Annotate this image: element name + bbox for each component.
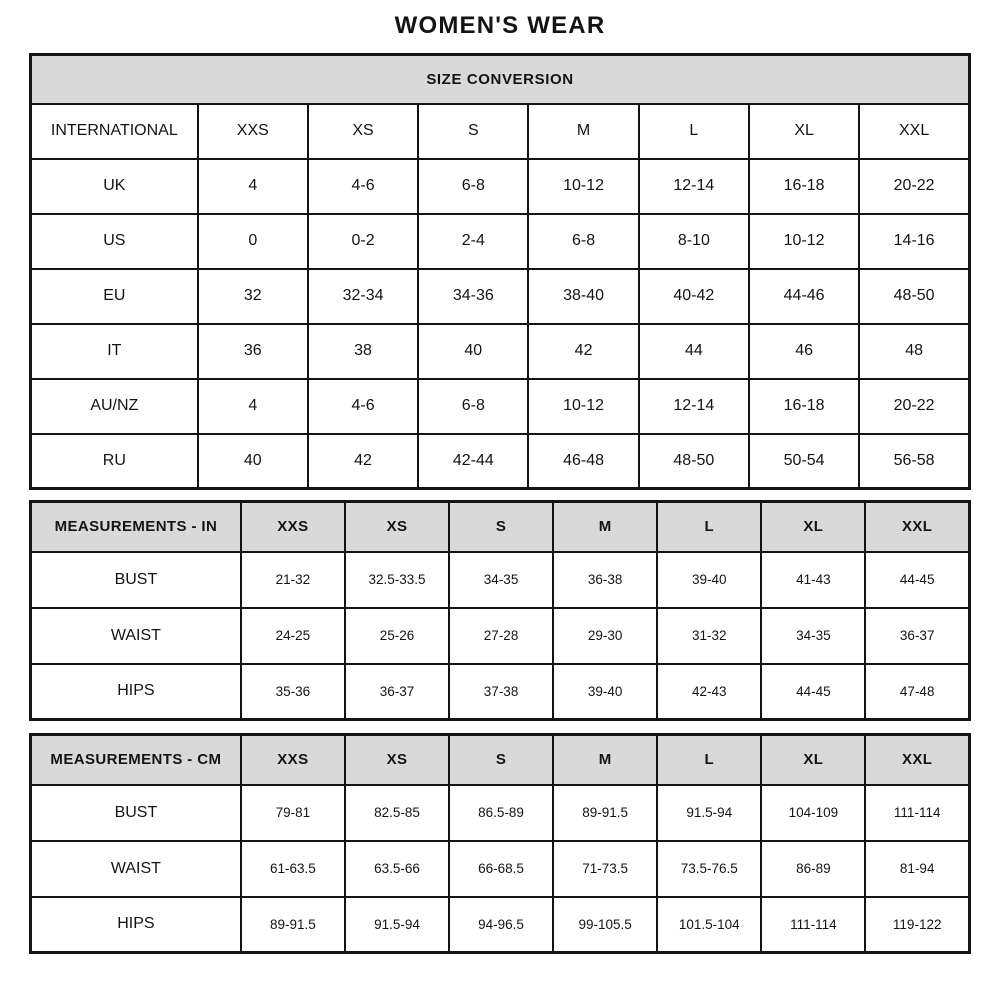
value-cell: 34-36 bbox=[418, 269, 528, 324]
measurements_cm-row bbox=[31, 841, 970, 897]
page-title: WOMEN'S WEAR bbox=[394, 12, 606, 39]
size_conversion-header-row bbox=[31, 104, 970, 159]
value-cell: 12-14 bbox=[639, 159, 749, 214]
value-cell: 20-22 bbox=[859, 379, 969, 434]
value-cell: 101.5-104 bbox=[657, 897, 761, 953]
value-cell: 34-35 bbox=[761, 608, 865, 664]
size-column-header: XXL bbox=[859, 104, 969, 159]
size-column-header: XXS bbox=[241, 502, 345, 552]
value-cell: 6-8 bbox=[418, 159, 528, 214]
value-cell: 44-45 bbox=[761, 664, 865, 720]
value-cell: 89-91.5 bbox=[553, 785, 657, 841]
value-cell: 44-45 bbox=[865, 552, 969, 608]
measurements_cm-row bbox=[31, 785, 970, 841]
value-cell: 20-22 bbox=[859, 159, 969, 214]
value-cell: 44-46 bbox=[749, 269, 859, 324]
value-cell: 36-38 bbox=[553, 552, 657, 608]
value-cell: 31-32 bbox=[657, 608, 761, 664]
value-cell: 91.5-94 bbox=[657, 785, 761, 841]
value-cell: 21-32 bbox=[241, 552, 345, 608]
value-cell: 42 bbox=[528, 324, 638, 379]
row-label: HIPS bbox=[31, 664, 241, 720]
measurements_in-corner-label: MEASUREMENTS - IN bbox=[31, 502, 241, 552]
measurements_cm-corner-label: MEASUREMENTS - CM bbox=[31, 735, 241, 785]
value-cell: 2-4 bbox=[418, 214, 528, 269]
value-cell: 24-25 bbox=[241, 608, 345, 664]
value-cell: 111-114 bbox=[761, 897, 865, 953]
measurements-cm-body bbox=[31, 735, 970, 953]
measurements-in-table bbox=[29, 500, 971, 721]
row-label: UK bbox=[31, 159, 198, 214]
row-label: WAIST bbox=[31, 841, 241, 897]
value-cell: 73.5-76.5 bbox=[657, 841, 761, 897]
value-cell: 25-26 bbox=[345, 608, 449, 664]
row-label: US bbox=[31, 214, 198, 269]
value-cell: 91.5-94 bbox=[345, 897, 449, 953]
size-column-header: S bbox=[449, 502, 553, 552]
value-cell: 6-8 bbox=[418, 379, 528, 434]
size-column-header: XL bbox=[761, 735, 865, 785]
value-cell: 37-38 bbox=[449, 664, 553, 720]
size_conversion-row bbox=[31, 379, 970, 434]
value-cell: 36 bbox=[198, 324, 308, 379]
value-cell: 0-2 bbox=[308, 214, 418, 269]
value-cell: 41-43 bbox=[761, 552, 865, 608]
size-conversion-table bbox=[29, 53, 971, 490]
value-cell: 40 bbox=[198, 434, 308, 489]
value-cell: 16-18 bbox=[749, 379, 859, 434]
value-cell: 36-37 bbox=[345, 664, 449, 720]
value-cell: 111-114 bbox=[865, 785, 969, 841]
value-cell: 56-58 bbox=[859, 434, 969, 489]
value-cell: 71-73.5 bbox=[553, 841, 657, 897]
value-cell: 8-10 bbox=[639, 214, 749, 269]
value-cell: 38-40 bbox=[528, 269, 638, 324]
value-cell: 119-122 bbox=[865, 897, 969, 953]
value-cell: 79-81 bbox=[241, 785, 345, 841]
value-cell: 32 bbox=[198, 269, 308, 324]
size-column-header: L bbox=[657, 735, 761, 785]
size_conversion-row bbox=[31, 434, 970, 489]
row-label: HIPS bbox=[31, 897, 241, 953]
size-conversion-banner-row bbox=[31, 55, 970, 104]
size-column-header: XS bbox=[345, 502, 449, 552]
value-cell: 4 bbox=[198, 159, 308, 214]
value-cell: 4 bbox=[198, 379, 308, 434]
value-cell: 42-43 bbox=[657, 664, 761, 720]
size-column-header: M bbox=[553, 502, 657, 552]
row-label: WAIST bbox=[31, 608, 241, 664]
value-cell: 32-34 bbox=[308, 269, 418, 324]
value-cell: 66-68.5 bbox=[449, 841, 553, 897]
value-cell: 89-91.5 bbox=[241, 897, 345, 953]
value-cell: 42 bbox=[308, 434, 418, 489]
value-cell: 0 bbox=[198, 214, 308, 269]
size-column-header: M bbox=[528, 104, 638, 159]
size-column-header: L bbox=[639, 104, 749, 159]
size_conversion-row bbox=[31, 159, 970, 214]
value-cell: 48 bbox=[859, 324, 969, 379]
value-cell: 29-30 bbox=[553, 608, 657, 664]
measurements-cm-table bbox=[29, 733, 971, 954]
measurements_in-header-row bbox=[31, 502, 970, 552]
value-cell: 4-6 bbox=[308, 159, 418, 214]
value-cell: 4-6 bbox=[308, 379, 418, 434]
size-column-header: L bbox=[657, 502, 761, 552]
value-cell: 27-28 bbox=[449, 608, 553, 664]
measurements_cm-header-row bbox=[31, 735, 970, 785]
size-conversion-banner: SIZE CONVERSION bbox=[31, 55, 970, 104]
size-column-header: XL bbox=[749, 104, 859, 159]
size-column-header: XL bbox=[761, 502, 865, 552]
value-cell: 6-8 bbox=[528, 214, 638, 269]
value-cell: 42-44 bbox=[418, 434, 528, 489]
value-cell: 40-42 bbox=[639, 269, 749, 324]
size_conversion-row bbox=[31, 269, 970, 324]
value-cell: 47-48 bbox=[865, 664, 969, 720]
size-column-header: XS bbox=[308, 104, 418, 159]
size-column-header: S bbox=[418, 104, 528, 159]
value-cell: 16-18 bbox=[749, 159, 859, 214]
measurements_in-row bbox=[31, 664, 970, 720]
value-cell: 63.5-66 bbox=[345, 841, 449, 897]
size-column-header: XS bbox=[345, 735, 449, 785]
size-column-header: XXL bbox=[865, 735, 969, 785]
value-cell: 86-89 bbox=[761, 841, 865, 897]
value-cell: 48-50 bbox=[859, 269, 969, 324]
value-cell: 12-14 bbox=[639, 379, 749, 434]
value-cell: 46-48 bbox=[528, 434, 638, 489]
value-cell: 46 bbox=[749, 324, 859, 379]
value-cell: 35-36 bbox=[241, 664, 345, 720]
size_conversion-row bbox=[31, 214, 970, 269]
value-cell: 104-109 bbox=[761, 785, 865, 841]
size-conversion-body bbox=[31, 104, 970, 489]
size-column-header: XXS bbox=[241, 735, 345, 785]
value-cell: 10-12 bbox=[528, 159, 638, 214]
row-label: BUST bbox=[31, 552, 241, 608]
value-cell: 48-50 bbox=[639, 434, 749, 489]
value-cell: 44 bbox=[639, 324, 749, 379]
measurements_in-row bbox=[31, 608, 970, 664]
value-cell: 50-54 bbox=[749, 434, 859, 489]
measurements_cm-row bbox=[31, 897, 970, 953]
value-cell: 32.5-33.5 bbox=[345, 552, 449, 608]
value-cell: 82.5-85 bbox=[345, 785, 449, 841]
value-cell: 94-96.5 bbox=[449, 897, 553, 953]
value-cell: 40 bbox=[418, 324, 528, 379]
value-cell: 14-16 bbox=[859, 214, 969, 269]
measurements_in-row bbox=[31, 552, 970, 608]
value-cell: 38 bbox=[308, 324, 418, 379]
row-label: RU bbox=[31, 434, 198, 489]
row-label: AU/NZ bbox=[31, 379, 198, 434]
size-column-header: XXS bbox=[198, 104, 308, 159]
value-cell: 39-40 bbox=[657, 552, 761, 608]
value-cell: 61-63.5 bbox=[241, 841, 345, 897]
size_conversion-corner-label: INTERNATIONAL bbox=[31, 104, 198, 159]
value-cell: 10-12 bbox=[528, 379, 638, 434]
value-cell: 10-12 bbox=[749, 214, 859, 269]
row-label: IT bbox=[31, 324, 198, 379]
value-cell: 34-35 bbox=[449, 552, 553, 608]
value-cell: 99-105.5 bbox=[553, 897, 657, 953]
value-cell: 86.5-89 bbox=[449, 785, 553, 841]
measurements-in-body bbox=[31, 502, 970, 720]
size-column-header: M bbox=[553, 735, 657, 785]
size-column-header: XXL bbox=[865, 502, 969, 552]
value-cell: 36-37 bbox=[865, 608, 969, 664]
size_conversion-row bbox=[31, 324, 970, 379]
value-cell: 39-40 bbox=[553, 664, 657, 720]
row-label: BUST bbox=[31, 785, 241, 841]
value-cell: 81-94 bbox=[865, 841, 969, 897]
size-column-header: S bbox=[449, 735, 553, 785]
row-label: EU bbox=[31, 269, 198, 324]
